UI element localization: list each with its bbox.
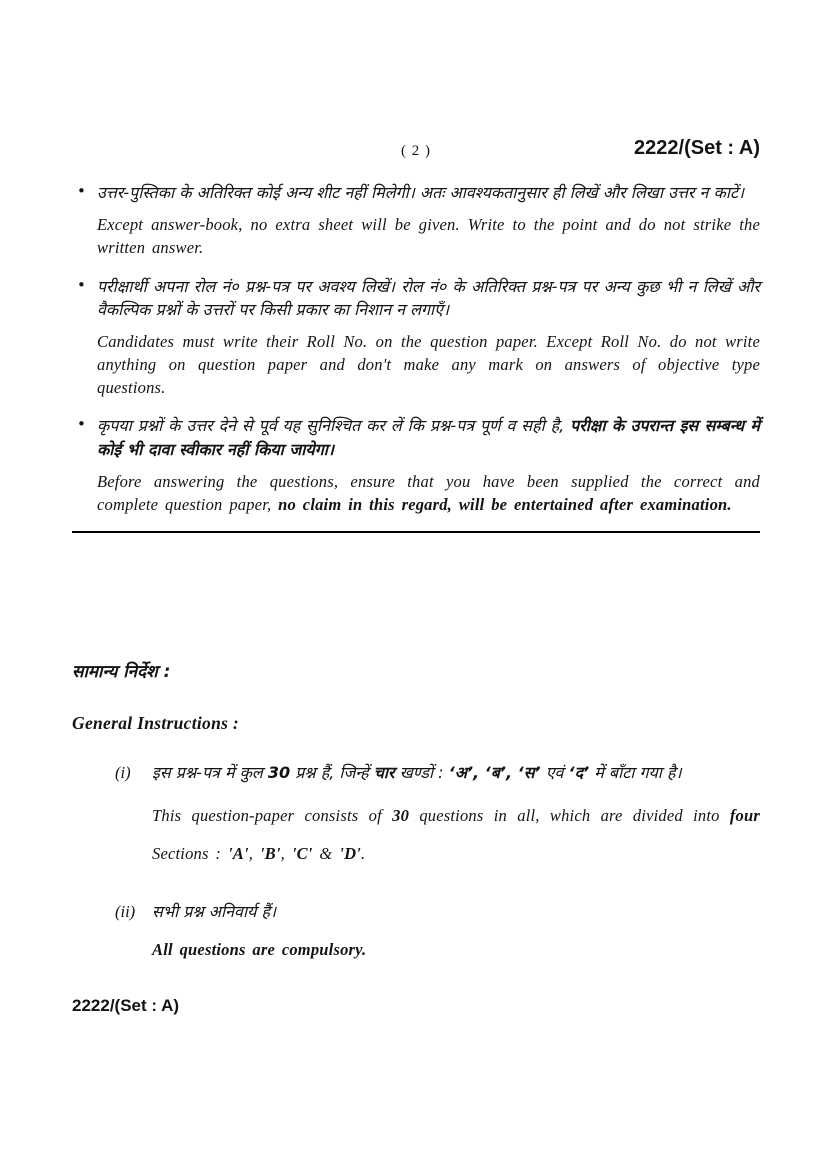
page-footer bbox=[72, 996, 760, 1016]
hindi-segment: एवं bbox=[540, 763, 569, 783]
hindi-segment: प्रश्न हैं, जिन्हें bbox=[290, 763, 374, 783]
english-segment: . bbox=[360, 844, 366, 864]
english-segment-bold: 30 bbox=[392, 806, 410, 826]
note-3-english-normal: Before answering the questions, ensure that you have been supplied the correct and complete question paper, bbox=[97, 471, 760, 514]
instruction-2-hindi-text: सभी प्रश्न अनिवार्य हैं। bbox=[152, 902, 277, 922]
english-segment: , bbox=[280, 844, 292, 864]
instruction-1-body bbox=[152, 761, 760, 873]
instruction-2-number: (ii) bbox=[115, 902, 136, 922]
note-2-hindi-text: परीक्षार्थी अपना रोल नं० प्रश्न-पत्र पर अवश्य लिखें। रोल नं० के अतिरिक्त प्रश्न-पत्र पर अन्य कुछ भी न लिखें और वैकल्पिक प्रश्नों के उत्तरों पर किसी प्रकार का निशान न लगाएँ। bbox=[97, 276, 760, 319]
instruction-1-hindi-text bbox=[152, 761, 760, 784]
set-label-footer: 2222/(Set : A) bbox=[72, 995, 180, 1015]
english-segment-bold: 'C' bbox=[291, 844, 313, 864]
hindi-segment-bold: ‘अ’, ‘ब’, ‘स’ bbox=[448, 763, 541, 783]
instruction-2-body bbox=[152, 900, 760, 959]
instruction-item-2 bbox=[72, 900, 760, 959]
note-item-2 bbox=[72, 275, 760, 400]
bullet-icon: • bbox=[77, 182, 86, 200]
english-segment-bold: 'D' bbox=[339, 844, 361, 864]
note-3-english-text bbox=[97, 471, 760, 517]
english-segment: Sections : bbox=[152, 844, 228, 864]
hindi-segment-bold: 30 bbox=[267, 763, 291, 783]
notes-list bbox=[72, 181, 760, 516]
instruction-item-1 bbox=[72, 761, 760, 873]
hindi-segment: खण्डों : bbox=[394, 763, 449, 783]
instructions-heading-english: General Instructions : bbox=[72, 713, 240, 734]
instruction-1-number: (i) bbox=[115, 763, 131, 783]
hindi-segment-bold: चार bbox=[373, 763, 395, 783]
hindi-segment: इस प्रश्न-पत्र में कुल bbox=[152, 763, 268, 783]
page-number: ( 2 ) bbox=[401, 143, 431, 159]
note-3-english-bold: no claim in this regard, will be entertained after examination. bbox=[278, 494, 732, 514]
instruction-1-english-text bbox=[152, 797, 760, 873]
note-1-english-text: Except answer-book, no extra sheet will be given. Write to the point and do not strike the written answer. bbox=[97, 215, 760, 257]
general-instructions-section bbox=[72, 659, 760, 959]
note-3-hindi-text bbox=[97, 414, 760, 460]
section-divider bbox=[72, 531, 760, 533]
english-segment: & bbox=[312, 844, 340, 864]
set-label-header: 2222/(Set : A) bbox=[634, 137, 760, 159]
english-segment: This question-paper consists of bbox=[152, 806, 393, 826]
note-3-hindi-normal: कृपया प्रश्नों के उत्तर देने से पूर्व यह सुनिश्चित कर लें कि प्रश्न-पत्र पूर्ण व सही है, bbox=[97, 416, 571, 436]
note-1-hindi-text: उत्तर-पुस्तिका के अतिरिक्त कोई अन्य शीट नहीं मिलेगी। अतः आवश्यकतानुसार ही लिखें और लिखा उत्तर न काटें। bbox=[97, 183, 745, 202]
english-segment: questions in all, which are divided into bbox=[409, 806, 730, 826]
english-segment-bold: 'A' bbox=[227, 844, 249, 864]
note-3-hindi-bold: परीक्षा के उपरान्त इस सम्बन्ध में कोई भी दावा स्वीकार नहीं किया जायेगा। bbox=[97, 416, 760, 459]
english-segment-bold: four bbox=[729, 806, 760, 826]
note-item-3 bbox=[72, 414, 760, 516]
page-header bbox=[72, 137, 760, 169]
note-2-english-text: Candidates must write their Roll No. on the question paper. Except Roll No. do not write anything on question paper and don't make any mark on answers of objective type questions. bbox=[97, 332, 760, 397]
instructions-heading-hindi: सामान्य निर्देश : bbox=[72, 662, 171, 683]
bullet-icon: • bbox=[77, 275, 86, 294]
hindi-segment: में बाँटा गया है। bbox=[589, 763, 682, 783]
hindi-segment-bold: ‘द’ bbox=[568, 763, 590, 783]
instruction-2-english-text: All questions are compulsory. bbox=[152, 939, 367, 959]
bullet-icon: • bbox=[77, 415, 86, 434]
english-segment-bold: 'B' bbox=[259, 844, 281, 864]
english-segment: , bbox=[248, 844, 260, 864]
note-item-1 bbox=[72, 181, 760, 260]
